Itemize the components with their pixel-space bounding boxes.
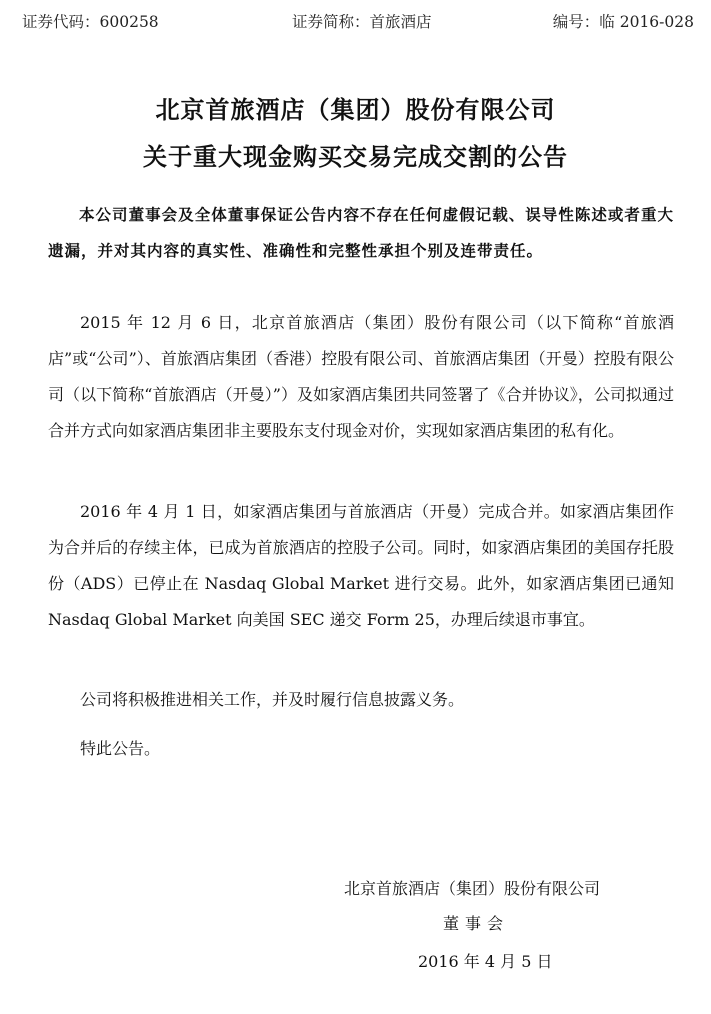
body-paragraph-2: 2016 年 4 月 1 日，如家酒店集团与首旅酒店（开曼）完成合并。如家酒店集团作为合并后的存续主体，已成为首旅酒店的控股子公司。同时，如家酒店集团的美国存托股份（ADS）已停止在 Nasdaq Global Market 进行交易。此外，如家酒店集团已通知 Nasdaq Global Market 向美国 SEC 递交 Form 25，办理后续退市事宜。 xyxy=(48,502,674,629)
body-paragraph-3: 公司将积极推进相关工作，并及时履行信息披露义务。 xyxy=(80,690,465,709)
board-statement: 本公司董事会及全体董事保证公告内容不存在任何虚假记载、误导性陈述或者重大遗漏，并对其内容的真实性、准确性和完整性承担个别及连带责任。 xyxy=(48,206,674,260)
body-paragraph-1: 2015 年 12 月 6 日，北京首旅酒店（集团）股份有限公司（以下简称“首旅酒店”或“公司”）、首旅酒店集团（香港）控股有限公司、首旅酒店集团（开曼）控股有限公司（以下简称“首旅酒店（开曼）”）及如家酒店集团共同签署了《合并协议》，公司拟通过合并方式向如家酒店集团非主要股东支付现金对价，实现如家酒店集团的私有化。 xyxy=(48,313,674,440)
signature-board: 董事会 xyxy=(443,914,510,933)
signature-company: 北京首旅酒店（集团）股份有限公司 xyxy=(344,879,601,898)
stock-code: 证券代码：600258 xyxy=(22,13,159,31)
signature-date: 2016 年 4 月 5 日 xyxy=(418,952,553,971)
title-company: 北京首旅酒店（集团）股份有限公司 xyxy=(155,96,556,124)
title-subject: 关于重大现金购买交易完成交割的公告 xyxy=(143,143,568,171)
stock-name: 证券简称：首旅酒店 xyxy=(292,13,432,31)
announcement-number: 编号：临 2016-028 xyxy=(552,13,694,31)
closing-remark: 特此公告。 xyxy=(80,739,161,758)
document-header xyxy=(22,10,694,34)
